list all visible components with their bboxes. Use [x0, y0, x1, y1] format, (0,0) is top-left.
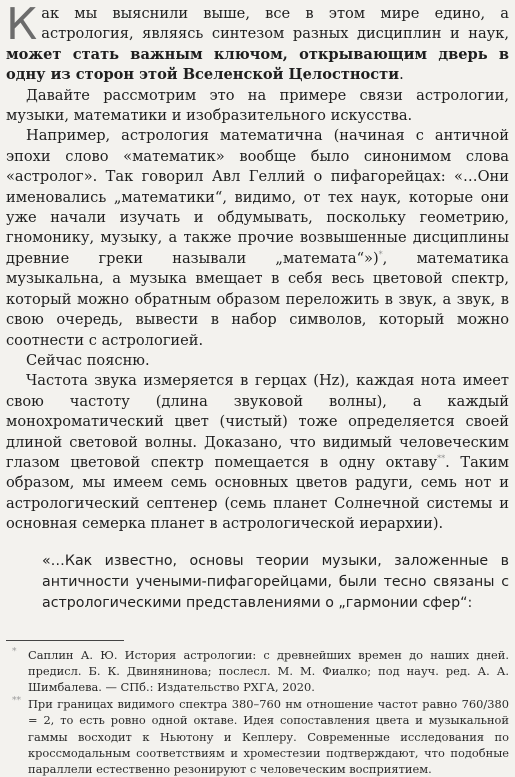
intro-text: ак мы выяснили выше, все в этом мире едино, а астрология, являясь синтезом разных дисциплин и наук, [41, 5, 509, 43]
paragraph-2: Давайте рассмотрим это на примере связи астрологии, музыки, математики и изобразительного искусства. [6, 86, 509, 125]
footnote-1-mark: * [12, 646, 17, 657]
footnote-ref-1[interactable]: * [378, 250, 383, 260]
paragraph-3 [6, 126, 509, 350]
intro-bold-text: может стать важным ключом, открывающим дверь в одну из сторон этой Вселенской Целостности [6, 45, 509, 84]
intro-end: . [399, 66, 404, 84]
footnote-2-text: При границах видимого спектра 380–760 нм отношение частот равно 760/380 = 2, то есть ровно одной октаве. Идея сопоставления цвета и музыкальной гаммы восходит к Ньютону и Кеплеру. Современные исследования по кроссмодальным соответствиям и хроместезии подтверждают, что подобные параллели естественно резонируют с человеческим восприятием. [28, 697, 509, 776]
footnote-1-text: Саплин А. Ю. История астрологии: с древнейших времен до наших дней. предисл. Б. К. Двинянинова; послесл. М. М. Фиалко; под науч. ред. А. А. Шимбалева. — СПб.: Издательство РХГА, 2020. [28, 647, 509, 694]
footnotes [6, 647, 509, 777]
footnote-ref-2[interactable]: ** [437, 454, 446, 464]
drop-cap: К [6, 0, 38, 50]
intro-paragraph [6, 0, 509, 86]
block-quote: «…Как известно, основы теории музыки, заложенные в античности учеными-пифагорейцами, были тесно связаны с астрологическими представлениями о „гармонии сфер“: [42, 552, 509, 611]
paragraph-5-text: Частота звука измеряется в герцах (Hz), каждая нота имеет свою частоту (длина звуковой волны), а каждый монохроматический цвет (чистый) тоже определяется своей длиной световой волны. Доказано, что видимый человеческим глазом цветовой спектр помещается в одну октаву [6, 372, 509, 471]
footnote-divider [6, 640, 124, 641]
paragraph-5-continued: . Таким образом, мы имеем семь основных цветов радуги, семь нот и астрологический септенер (семь планет Солнечной системы и основная семерка планет в астрологической иерархии). [6, 453, 510, 533]
paragraph-4: Сейчас поясню. [26, 351, 150, 369]
paragraph-3-text: Например, астрология математична (начиная с античной эпохи слово «математик» вообще было синонимом слова «астролог». Так говорил Авл Геллий о пифагорейцах: «…Они именовались „математики“, видимо, от тех наук, которые они уже начали изучать и обдумывать, поскольку геометрию, гномонику, музыку, а также прочие возвышенные дисциплины древние греки называли „математа“») [6, 127, 509, 267]
main-text [6, 0, 510, 535]
paragraph-5 [6, 371, 509, 534]
paragraph-3-continued: , математика музыкальна, а музыка вмещает в себя весь цветовой спектр, который можно обратным образом переложить в звук, а звук, в свою очередь, вывести в набор символов, который можно соотнести с астрологией. [6, 249, 510, 349]
footnote-1 [6, 647, 509, 696]
footnote-2 [6, 696, 509, 777]
footnote-2-mark: ** [12, 696, 21, 707]
